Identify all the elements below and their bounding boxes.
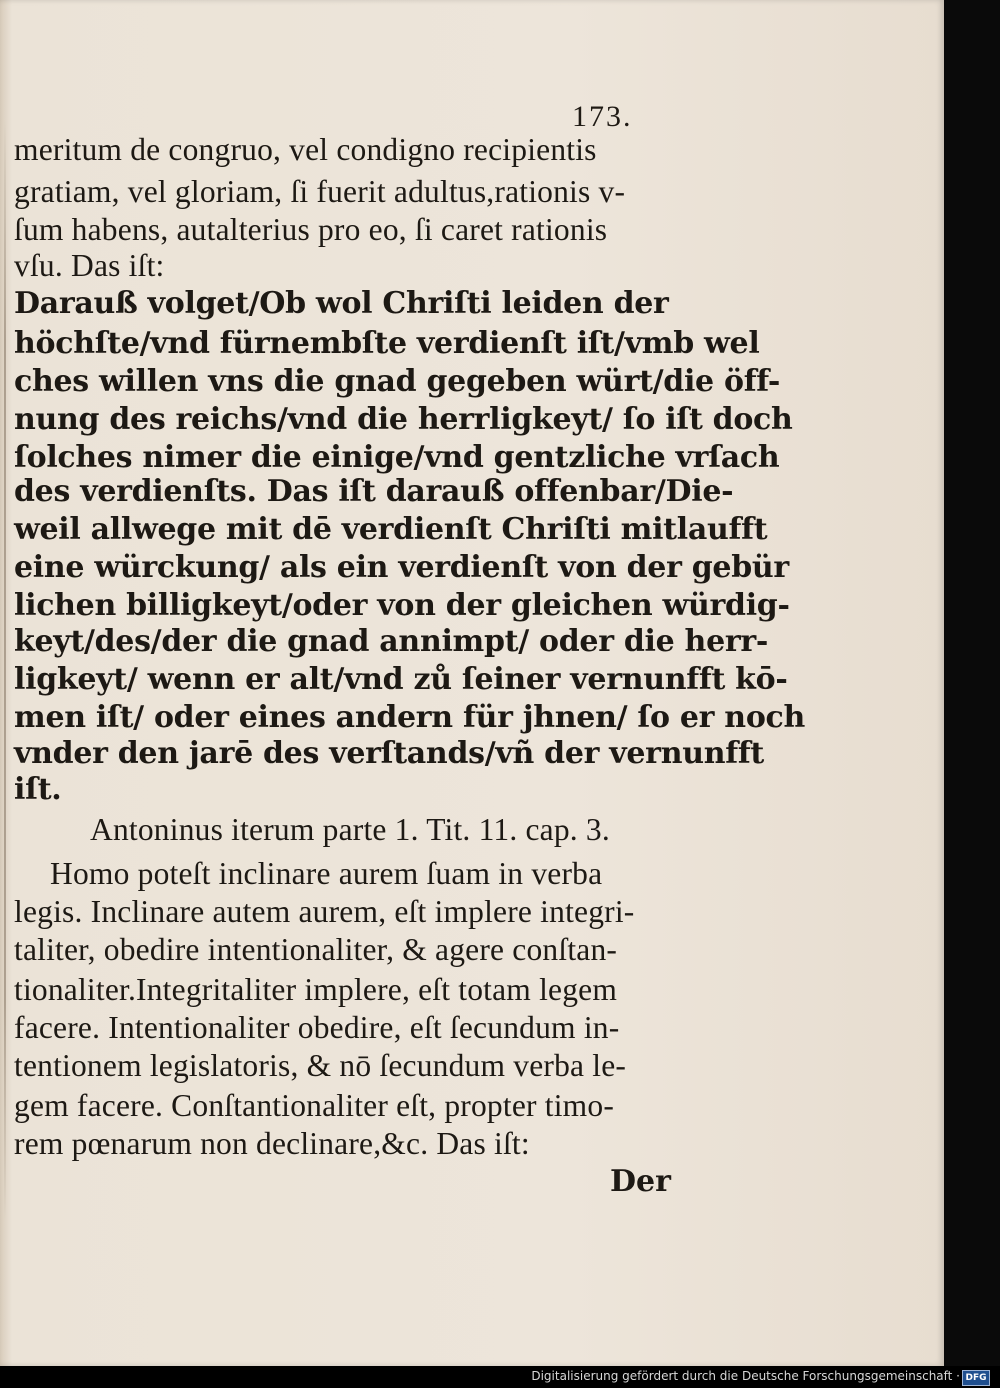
text-line: höchſte/vnd fürnembſte verdienſt iſt/vmb wel [14,326,760,361]
text-line: gem facere. Conſtantionaliter eſt, propter timo- [14,1088,615,1123]
catchword: Der [610,1164,671,1199]
dfg-logo-icon: DFG [962,1370,990,1386]
text-line: rem pœnarum non declinare,&c. Das iſt: [14,1126,530,1161]
text-line: nung des reichs/vnd die herrligkeyt/ ſo iſt doch [14,402,793,437]
scan-border [944,0,1000,1366]
page-number: 173. [572,100,633,133]
text-line: ligkeyt/ wenn er alt/vnd zů ſeiner vernunfft kō- [14,662,788,697]
text-line: iſt. [14,772,62,807]
funding-credit: Digitalisierung gefördert durch die Deutsche Forschungsgemeinschaft · [531,1369,960,1383]
text-line: meritum de congruo, vel condigno recipientis [14,132,597,167]
text-line: weil allwege mit dē verdienſt Chriſti mitlaufft [14,512,768,547]
text-line: gratiam, vel gloriam, ſi fuerit adultus,rationis v- [14,174,626,209]
text-line: keyt/des/der die gnad annimpt/ oder die herr- [14,624,769,659]
text-line: eine würckung/ als ein verdienſt von der gebür [14,550,789,585]
text-line: Darauß volget/Ob wol Chriſti leiden der [14,286,669,321]
text-line: men iſt/ oder eines andern für jhnen/ ſo er noch [14,700,806,735]
text-line: Antoninus iterum parte 1. Tit. 11. cap. 3. [90,812,610,847]
text-line: ſum habens, autalterius pro eo, ſi caret rationis [14,212,608,247]
text-line: Homo poteſt inclinare aurem ſuam in verba [50,856,603,891]
page-gutter-shadow [4,120,6,1220]
footer-bar [0,1366,1000,1388]
text-line: lichen billigkeyt/oder von der gleichen würdig- [14,588,790,623]
text-line: taliter, obedire intentionaliter, & agere conſtan- [14,932,618,967]
text-line: legis. Inclinare autem aurem, eſt implere integri- [14,894,635,929]
text-line: tionaliter.Integritaliter implere, eſt totam legem [14,972,618,1007]
text-line: ches willen vns die gnad gegeben würt/die öff- [14,364,780,399]
text-line: vnder den jarē des verſtands/vñ der vernunfft [14,736,764,771]
text-line: tentionem legislatoris, & nō ſecundum verba le- [14,1048,627,1083]
text-line: des verdienſts. Das iſt darauß offenbar/Die- [14,474,734,509]
text-line: vſu. Das iſt: [14,248,165,283]
text-line: ſolches nimer die einige/vnd gentzliche vrſach [14,440,780,475]
text-line: facere. Intentionaliter obedire, eſt ſecundum in- [14,1010,620,1045]
